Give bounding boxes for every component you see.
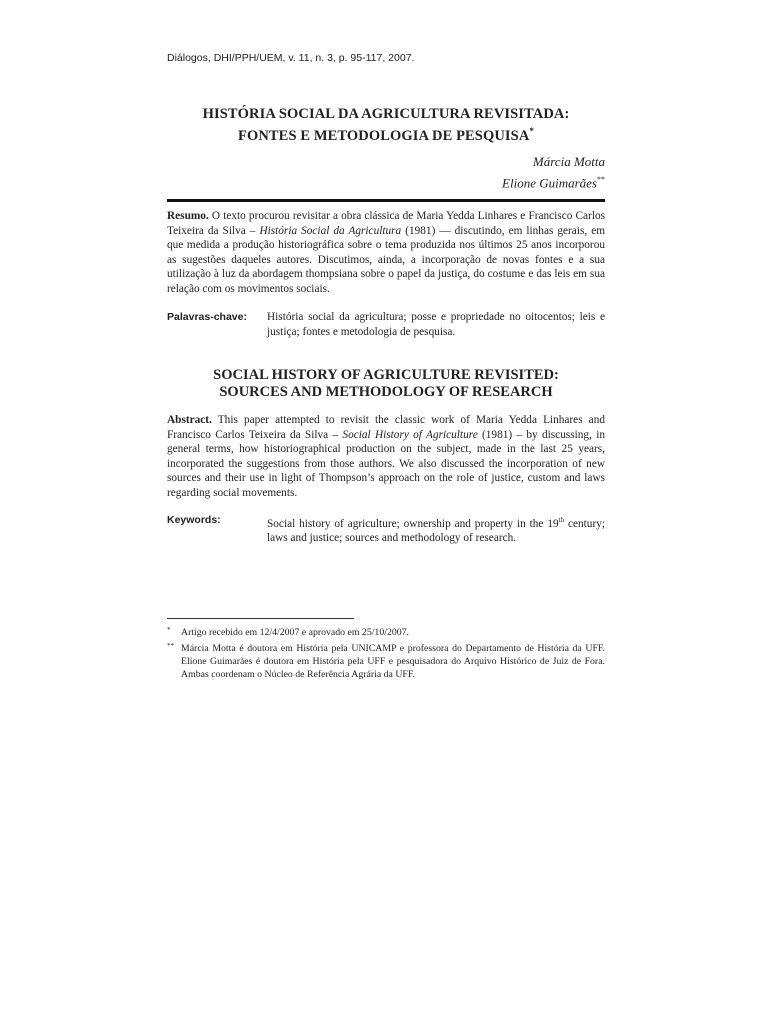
author-1 (502, 153, 605, 171)
footnote-2 (167, 642, 605, 681)
en-title-line-1: SOCIAL HISTORY OF AGRICULTURE REVISITED: (213, 367, 559, 383)
article-title (167, 106, 605, 145)
resumo-work-title: História Social da Agricultura (259, 224, 402, 237)
keywords-label: Keywords: (167, 514, 221, 526)
keywords-text-a: Social history of agriculture; ownership and property in the 19 (267, 517, 559, 530)
title-line-1: HISTÓRIA SOCIAL DA AGRICULTURA REVISITADA: (202, 106, 570, 122)
keywords-text (267, 513, 605, 546)
keywords-sup: th (558, 516, 565, 524)
footnote-1 (167, 626, 605, 639)
english-title (167, 367, 605, 401)
abstract-label: Abstract. (167, 414, 212, 426)
abstract-paragraph (167, 413, 605, 501)
author-name: Márcia Motta (532, 154, 605, 169)
author-2 (502, 171, 605, 192)
footnote-text: Márcia Motta é doutora em História pela UNICAMP e professora do Departamento de História da UFF. Elione Guimarães é doutora em História pela UFF e pesquisadora do Arquivo Histórico de Juiz de Fora. Ambas coordenam o Núcleo de Referência Agrária da UFF. (181, 643, 605, 680)
keywords-row (167, 513, 605, 559)
palavras-chave-label: Palavras-chave: (167, 311, 247, 323)
title-line-2-text: FONTES E METODOLOGIA DE PESQUISA (238, 127, 530, 144)
resumo-label: Resumo. (167, 210, 209, 222)
title-footnote-mark[interactable]: * (529, 126, 534, 136)
abstract-text-a: This paper attempted to revisit the classic work of Maria Yedda Linhares and Francisco Carlos Teixeira da Silva – (167, 414, 605, 441)
abstract-work-title: Social History of Agriculture (342, 428, 478, 441)
author-list (502, 153, 605, 192)
abstract-text-b: (1981) – by discussing, in general terms, how historiographical production on the subject, made in the last 25 years, incorporated the suggestions from those authors. We also discussed the incorporation of new sources and their use in light of Thompson’s approach on the role of justice, custom and laws regarding social movements. (167, 428, 605, 499)
resumo-text-a: O texto procurou revisitar a obra clássica de Maria Yedda Linhares e Francisco Carlos Teixeira da Silva – (167, 210, 605, 237)
footnote-divider (167, 618, 354, 619)
title-line-2 (167, 123, 605, 145)
author-footnote-mark[interactable]: ** (597, 175, 605, 184)
footnote-text: Artigo recebido em 12/4/2007 e aprovado em 25/10/2007. (181, 627, 409, 638)
en-title-line-2: SOURCES AND METHODOLOGY OF RESEARCH (219, 384, 553, 400)
journal-citation: Diálogos, DHI/PPH/UEM, v. 11, n. 3, p. 95-117, 2007. (167, 52, 415, 64)
title-divider (167, 199, 605, 202)
keywords-text-b: century; laws and justice; sources and methodology of research. (267, 517, 605, 545)
palavras-chave-row (167, 310, 605, 340)
footnote-mark: * (167, 626, 171, 634)
resumo-paragraph (167, 209, 605, 297)
resumo-text-b: (1981) — discutindo, em linhas gerais, em que medida a produção historiográfica sobre o tema produzida nos últimos 25 anos incorporou as sugestões daqueles autores. Discutimos, ainda, a incorporação de novas fontes e a sua utilização à luz da abordagem thompsiana sobre o papel da justiça, do costume e das leis em sua relação com os movimentos sociais. (167, 224, 605, 295)
author-name: Elione Guimarães (502, 175, 597, 191)
palavras-chave-text: História social da agricultura; posse e propriedade no oitocentos; leis e justiça; fontes e metodologia de pesquisa. (267, 311, 605, 338)
footnote-mark: ** (167, 642, 174, 650)
